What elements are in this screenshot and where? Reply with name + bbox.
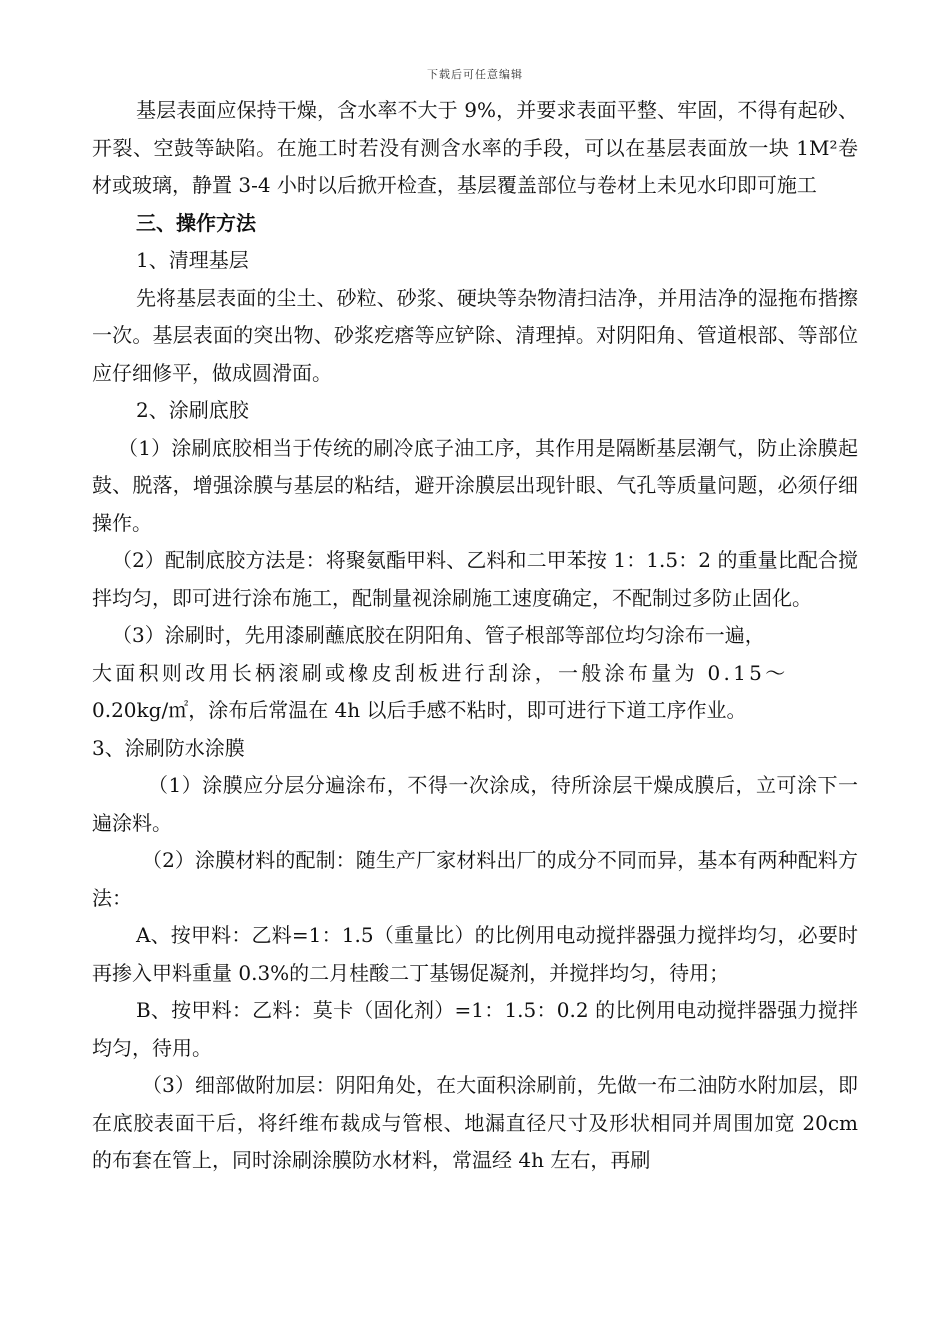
paragraph-detail-layer: （3）细部做附加层：阴阳角处，在大面积涂刷前，先做一布二油防水附加层，即在底胶表面干后，将纤维布裁成与管根、地漏直径尺寸及形状相同并周围加宽 20cm 的布套在管上，同时涂刷涂膜防水材料，常温经 4h 左右，再刷 xyxy=(92,1073,858,1172)
paragraph-primer-3-line3: 0.20kg/㎡，涂布后常温在 4h 以后手感不粘时，即可进行下道工序作业。 xyxy=(92,698,747,722)
paragraph-primer-2: （2）配制底胶方法是：将聚氨酯甲料、乙料和二甲苯按 1：1.5：2 的重量比配合搅拌均匀，即可进行涂布施工，配制量视涂刷施工速度确定，不配制过多防止固化。 xyxy=(92,548,858,610)
subheading-clean-base: 1、清理基层 xyxy=(136,248,249,272)
paragraph-base-dryness: 基层表面应保持干燥，含水率不大于 9%，并要求表面平整、牢固，不得有起砂、开裂、空鼓等缺陷。在施工时若没有测含水率的手段，可以在基层表面放一块 1M²卷材或玻璃，静置 3-4 小时以后掀开检查，基层覆盖部位与卷材上未见水印即可施工 xyxy=(92,98,858,197)
header-note: 下载后可任意编辑 xyxy=(427,68,523,81)
paragraph-method-b: B、按甲料：乙料：莫卡（固化剂）=1：1.5：0.2 的比例用电动搅拌器强力搅拌均匀，待用。 xyxy=(92,998,858,1060)
paragraph-primer-3-line1: （3）涂刷时，先用漆刷蘸底胶在阴阳角、管子根部等部位均匀涂布一遍， xyxy=(112,623,765,647)
paragraph-coating-2: （2）涂膜材料的配制：随生产厂家材料出厂的成分不同而异，基本有两种配料方法： xyxy=(92,848,858,910)
document-body xyxy=(92,92,858,1180)
subheading-waterproof-coating: 3、涂刷防水涂膜 xyxy=(92,735,245,760)
paragraph-primer-1: （1）涂刷底胶相当于传统的刷冷底子油工序，其作用是隔断基层潮气，防止涂膜起鼓、脱落，增强涂膜与基层的粘结，避开涂膜层出现针眼、气孔等质量问题，必须仔细操作。 xyxy=(92,435,858,535)
paragraph-primer-3-line2: 大面积则改用长柄滚刷或橡皮刮板进行刮涂，一般涂布量为 0.15～ xyxy=(92,660,789,685)
paragraph-clean-base: 先将基层表面的尘土、砂粒、砂浆、硬块等杂物清扫洁净，并用洁净的湿拖布揩擦一次。基层表面的突出物、砂浆疙瘩等应铲除、清理掉。对阴阳角、管道根部、等部位应仔细修平，做成圆滑面。 xyxy=(92,285,858,385)
subheading-apply-primer: 2、涂刷底胶 xyxy=(136,398,249,422)
section-heading-methods: 三、操作方法 xyxy=(136,210,256,235)
paragraph-method-a: A、按甲料：乙料=1：1.5（重量比）的比例用电动搅拌器强力搅拌均匀，必要时再掺入甲料重量 0.3%的二月桂酸二丁基锡促凝剂，并搅拌均匀，待用； xyxy=(92,923,858,985)
paragraph-coating-1: （1）涂膜应分层分遍涂布，不得一次涂成，待所涂层干燥成膜后，立可涂下一遍涂料。 xyxy=(92,773,858,835)
